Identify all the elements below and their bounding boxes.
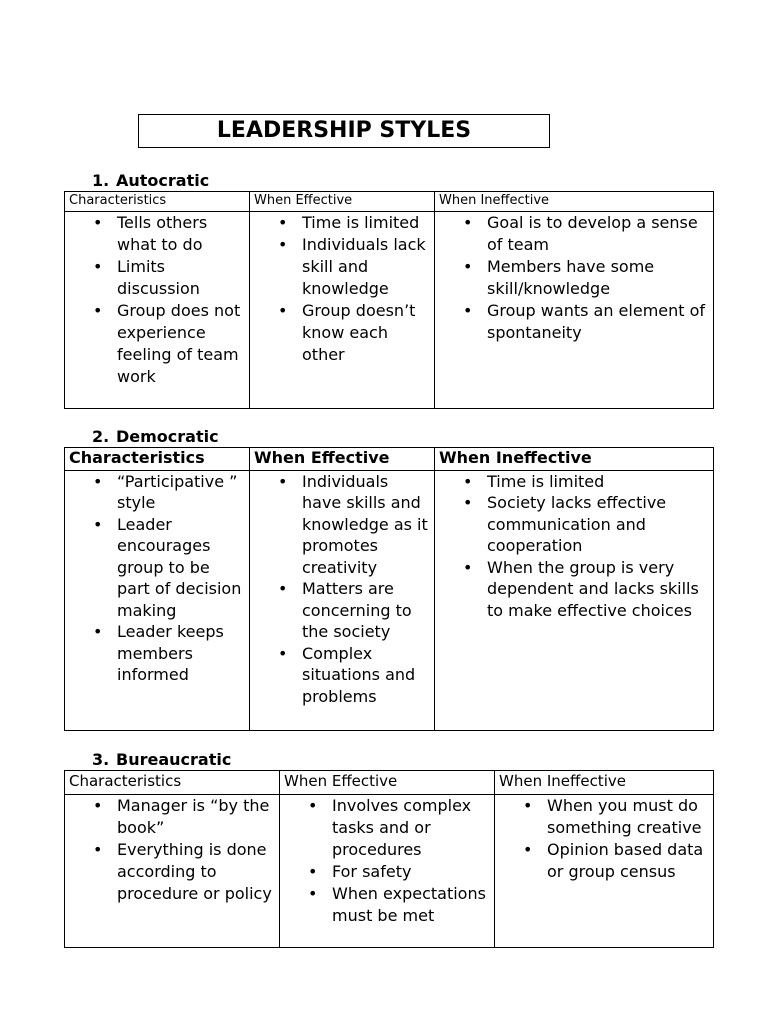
when-ineffective-cell	[435, 212, 714, 409]
list-item: • Limits discussion	[117, 256, 245, 300]
when-ineffective-cell	[495, 795, 714, 948]
column-header-when-effective: When Effective	[250, 448, 435, 471]
autocratic-table	[64, 191, 714, 409]
column-header-characteristics: Characteristics	[65, 192, 250, 212]
characteristics-cell	[65, 795, 280, 948]
list-item: • Time is limited	[487, 471, 709, 493]
list-item: • Complex situations and problems	[302, 643, 430, 708]
list-item: • Goal is to develop a sense of team	[487, 212, 709, 256]
table-header-row	[65, 448, 714, 471]
table-row	[65, 470, 714, 730]
column-header-when-ineffective: When Ineffective	[435, 448, 714, 471]
column-header-characteristics: Characteristics	[65, 771, 280, 795]
column-header-when-effective: When Effective	[280, 771, 495, 795]
list-item: • “Participative ” style	[117, 471, 245, 514]
table-row	[65, 795, 714, 948]
list-item: • Individuals have skills and knowledge as it promotes creativity	[302, 471, 430, 579]
list-item: • Matters are concerning to the society	[302, 578, 430, 643]
when-effective-cell	[250, 212, 435, 409]
list-item: • When the group is very dependent and lacks skills to make effective choices	[487, 557, 709, 622]
list-item: • Time is limited	[302, 212, 430, 234]
when-effective-cell	[280, 795, 495, 948]
list-item: • For safety	[332, 861, 490, 883]
characteristics-cell	[65, 470, 250, 730]
column-header-when-ineffective: When Ineffective	[495, 771, 714, 795]
list-item: • When expectations must be met	[332, 883, 490, 927]
section-heading-autocratic: 1. Autocratic	[92, 171, 210, 190]
bureaucratic-table	[64, 770, 714, 948]
section-heading-bureaucratic: 3. Bureaucratic	[92, 750, 232, 769]
column-header-when-effective: When Effective	[250, 192, 435, 212]
section-heading-democratic: 2. Democratic	[92, 427, 219, 446]
list-item: • Leader keeps members informed	[117, 621, 245, 686]
list-item: • Group wants an element of spontaneity	[487, 300, 709, 344]
list-item: • Everything is done according to procedure or policy	[117, 839, 275, 905]
list-item: • When you must do something creative	[547, 795, 709, 839]
list-item: • Group doesn’t know each other	[302, 300, 430, 366]
list-item: • Individuals lack skill and knowledge	[302, 234, 430, 300]
column-header-when-ineffective: When Ineffective	[435, 192, 714, 212]
table-row	[65, 212, 714, 409]
column-header-characteristics: Characteristics	[65, 448, 250, 471]
democratic-table	[64, 447, 714, 731]
when-ineffective-cell	[435, 470, 714, 730]
list-item: • Tells others what to do	[117, 212, 245, 256]
list-item: • Leader encourages group to be part of decision making	[117, 514, 245, 622]
list-item: • Involves complex tasks and or procedures	[332, 795, 490, 861]
table-header-row	[65, 192, 714, 212]
page-title: LEADERSHIP STYLES	[138, 114, 550, 148]
table-header-row	[65, 771, 714, 795]
list-item: • Group does not experience feeling of team work	[117, 300, 245, 388]
when-effective-cell	[250, 470, 435, 730]
list-item: • Society lacks effective communication and cooperation	[487, 492, 709, 557]
list-item: • Manager is “by the book”	[117, 795, 275, 839]
characteristics-cell	[65, 212, 250, 409]
list-item: • Opinion based data or group census	[547, 839, 709, 883]
list-item: • Members have some skill/knowledge	[487, 256, 709, 300]
